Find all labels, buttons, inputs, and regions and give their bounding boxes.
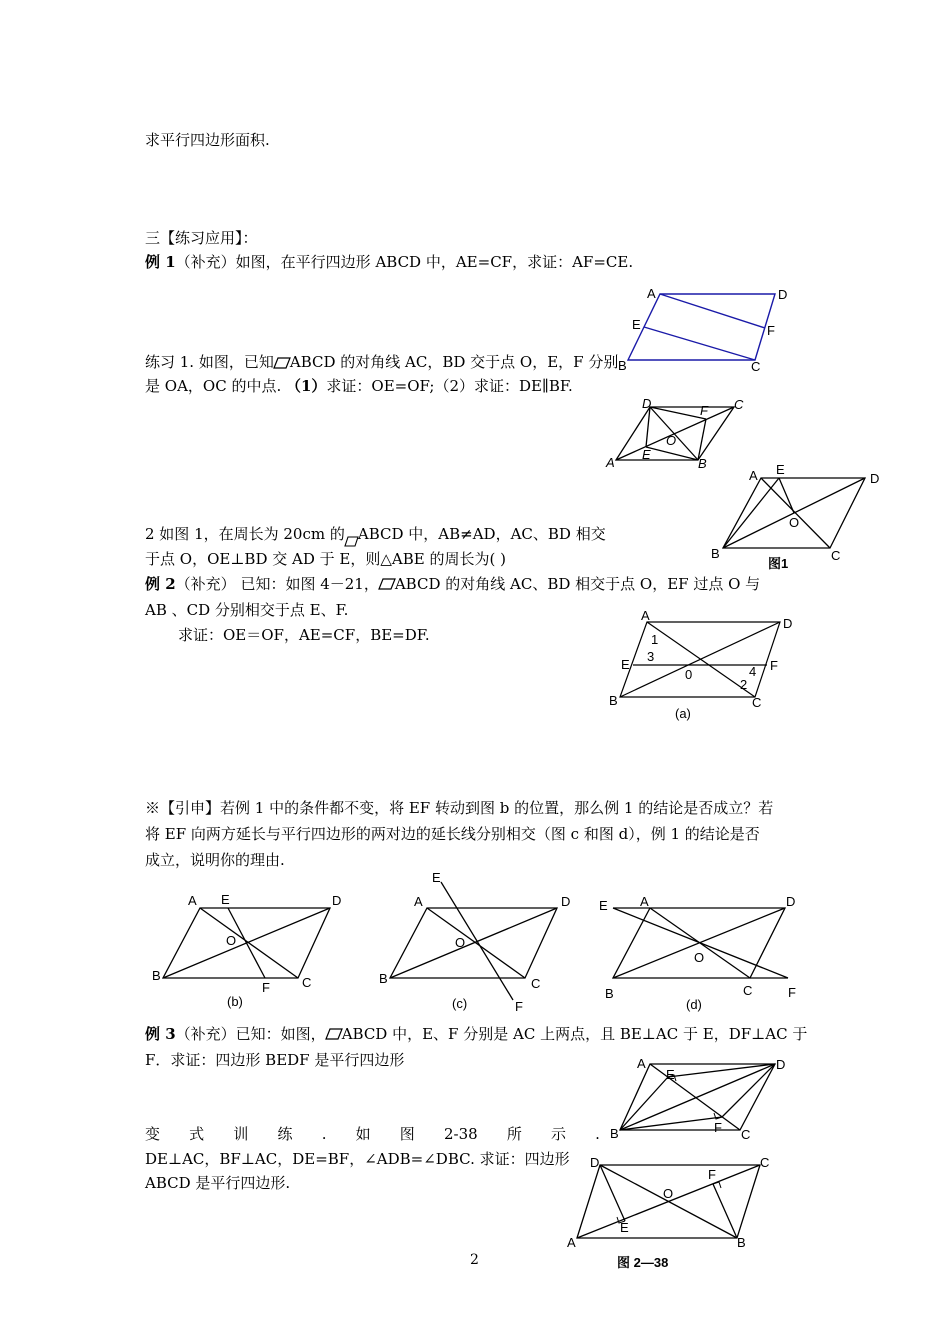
example-3-number: 例 3 [145, 1025, 176, 1043]
practice-1-text-b: ABCD 的对角线 AC，BD 交于点 O，E，F 分别 [289, 353, 619, 371]
fig-label: 4 [749, 664, 757, 679]
parallelogram-symbol [326, 1029, 342, 1039]
fig-label: F [714, 1120, 722, 1135]
figure-d [595, 888, 805, 1013]
fig-label: D [642, 396, 652, 411]
fig-label: C [752, 695, 762, 710]
extension-line-1: ※【引申】若例 1 中的条件都不变，将 EF 转动到图 b 的位置，那么例 1 的结论是否成立？若 [145, 799, 774, 817]
parallelogram-symbol [274, 358, 290, 368]
figure-2-38 [565, 1150, 780, 1280]
variant-line-2: DE⊥AC，BF⊥AC，DE=BF，∠ADB=∠DBC. 求证：四边形 [145, 1150, 570, 1168]
variant-line-3: ABCD 是平行四边形. [145, 1174, 291, 1192]
extension-line-2: 将 EF 向两方延长与平行四边形的两对边的延长线分别相交（图 c 和图 d），例 1 的结论是否 [145, 825, 760, 843]
fig-label: C [741, 1127, 751, 1142]
example-3-line-2: F．求证：四边形 BEDF 是平行四边形 [145, 1051, 405, 1069]
figure-1-perimeter [705, 462, 885, 572]
example-2-text-b: ABCD 的对角线 AC、BD 相交于点 O，EF 过点 O 与 [394, 575, 761, 593]
practice-1-text-c: 是 OA，OC 的中点. [145, 377, 286, 395]
fig-label: O [694, 950, 705, 965]
fig-label: D [776, 1057, 786, 1072]
practice-1-line-1 [145, 350, 618, 374]
fig-label: F [788, 985, 796, 1000]
fig-label: A [188, 893, 197, 908]
example-2-line-3: 求证：OE＝OF，AE=CF，BE=DF. [178, 626, 430, 644]
fig-label: B [737, 1235, 746, 1250]
fig-label: D [783, 616, 793, 631]
practice-1-text-d: （1） [285, 377, 327, 395]
figure-c [375, 868, 585, 1018]
figure-example-3 [610, 1050, 800, 1140]
fig-label: B [610, 1126, 619, 1141]
practice-1-line-2 [145, 374, 573, 398]
fig-label: B [605, 986, 614, 1001]
example-3-line-1 [145, 1022, 807, 1046]
fig-label: A [606, 455, 615, 470]
question-2-text-b: ABCD 中，AB≠AD，AC、BD 相交 [357, 525, 606, 543]
practice-1-text-a: 练习 1. 如图，已知 [145, 353, 274, 371]
fig-label: E [432, 870, 441, 885]
figure-caption: (a) [675, 706, 691, 721]
example-2-text-a: （补充） 已知：如图 4－21， [175, 575, 379, 593]
fig-label: A [637, 1056, 646, 1071]
fig-label: A [414, 894, 423, 909]
variant-word: 2-38 [443, 1125, 478, 1143]
fig-label: A [640, 894, 649, 909]
practice-1-text-e: 求证：OE=OF;（2）求证：DE∥BF. [326, 377, 573, 395]
question-2-text-a: 2 如图 1，在周长为 20cm 的 [145, 525, 345, 543]
fig-label: O [226, 933, 237, 948]
fig-label: F [515, 999, 523, 1014]
fig-label: 2 [740, 677, 748, 692]
fig-label: A [641, 608, 650, 623]
fig-label: C [734, 397, 744, 412]
extension-line-3: 成立，说明你的理由. [145, 851, 285, 869]
variant-word: . [321, 1125, 327, 1143]
fig-label: C [760, 1155, 770, 1170]
fig-label: E [221, 892, 230, 907]
fig-label: O [663, 1186, 674, 1201]
fig-label: 1 [651, 632, 659, 647]
fig-label: F [708, 1167, 716, 1182]
fig-label: C [302, 975, 312, 990]
variant-line-1 [145, 1122, 600, 1146]
fig-label: D [332, 893, 342, 908]
fig-label: A [749, 468, 758, 483]
fig-label: A [647, 286, 656, 301]
example-3-text-a: （补充）已知：如图， [175, 1025, 326, 1043]
fig-label: D [870, 471, 880, 486]
fig-label: A [567, 1235, 576, 1250]
variant-word: 所 [506, 1125, 522, 1143]
fig-label: C [531, 976, 541, 991]
question-2-line-2: 于点 O，OE⊥BD 交 AD 于 E，则△ABE 的周长为( ) [145, 550, 506, 568]
fig-label: B [618, 358, 627, 373]
variant-word: 式 [189, 1125, 205, 1143]
fig-label: F [700, 403, 708, 418]
section-heading: 三【练习应用】： [145, 229, 258, 247]
example-2-line-1 [145, 572, 760, 596]
variant-word: 变 [145, 1125, 161, 1143]
fig-label: O [666, 433, 677, 448]
figure-caption: 图 2—38 [617, 1255, 669, 1270]
variant-word: 如 [355, 1125, 371, 1143]
fig-label: B [609, 693, 618, 708]
parallelogram-symbol [379, 579, 395, 589]
fig-label: B [698, 456, 707, 471]
fig-label: F [767, 323, 775, 338]
figure-caption: 图1 [768, 556, 789, 571]
example-1 [145, 250, 633, 274]
fig-label: E [642, 447, 651, 462]
fig-label: 0 [685, 667, 693, 682]
variant-word: . [595, 1125, 600, 1143]
fig-label: O [455, 935, 466, 950]
example-3-text-b: ABCD 中，E、F 分别是 AC 上两点，且 BE⊥AC 于 E，DF⊥AC 于 [341, 1025, 808, 1043]
fig-label: C [751, 359, 761, 374]
fig-label: D [786, 894, 796, 909]
example-2-line-2: AB 、CD 分别相交于点 E、F. [145, 601, 349, 619]
parallelogram-symbol [345, 537, 358, 547]
example-1-body: （补充）如图，在平行四边形 ABCD 中，AE=CF，求证：AF=CE. [175, 253, 634, 271]
fig-label: E [621, 657, 630, 672]
variant-word: 训 [233, 1125, 249, 1143]
fig-label: B [711, 546, 720, 561]
variant-word: 练 [277, 1125, 293, 1143]
fig-label: E [776, 462, 785, 477]
text-area-line: 求平行四边形面积. [145, 131, 270, 149]
figure-caption: (c) [452, 996, 468, 1011]
example-2-number: 例 2 [145, 575, 176, 593]
fig-label: E [599, 898, 608, 913]
fig-label: O [789, 515, 800, 530]
fig-label: D [561, 894, 571, 909]
fig-label: C [743, 983, 753, 998]
fig-label: D [778, 287, 788, 302]
question-2-line-1 [145, 522, 606, 546]
figure-b [150, 888, 350, 1013]
variant-word: 图 [399, 1125, 415, 1143]
fig-label: C [831, 548, 841, 563]
fig-label: F [262, 980, 270, 995]
figure-caption: (b) [227, 994, 243, 1009]
variant-word: 示 [551, 1125, 567, 1143]
fig-label: F [770, 658, 778, 673]
figure-parallelogram-ae-cf [610, 280, 800, 375]
fig-label: E [620, 1220, 629, 1235]
fig-label: E [632, 317, 641, 332]
page-number: 2 [470, 1252, 479, 1268]
fig-label: D [590, 1155, 600, 1170]
figure-a [605, 610, 805, 725]
figure-caption: (d) [686, 997, 702, 1012]
example-1-number: 例 1 [145, 253, 176, 271]
fig-label: B [379, 971, 388, 986]
fig-label: E [666, 1067, 675, 1082]
fig-label: B [152, 968, 161, 983]
fig-label: 3 [647, 649, 655, 664]
